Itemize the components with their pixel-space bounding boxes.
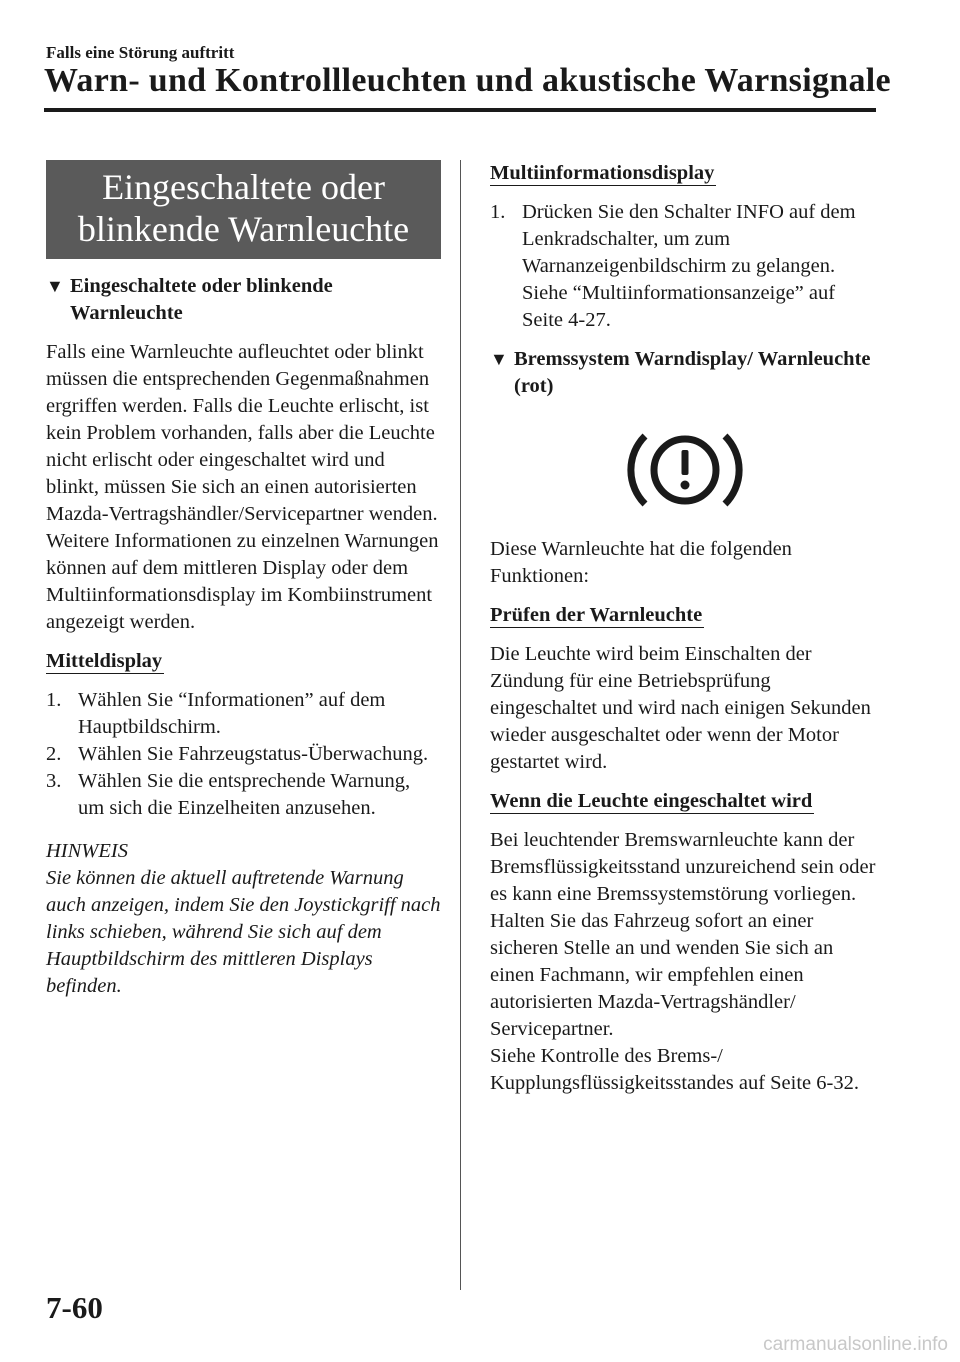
list-item <box>46 768 441 822</box>
light-on-reference: Siehe Kontrolle des Brems-/ Kupplungsflüssigkeitsstandes auf Seite 6-32. <box>490 1045 859 1094</box>
note-label: HINWEIS <box>46 840 128 862</box>
section-kicker: Falls eine Störung auftritt <box>46 43 235 62</box>
triangle-bullet-icon: ▼ <box>46 276 64 296</box>
brake-warning-icon <box>625 422 745 518</box>
watermark: carmanualsonline.info <box>763 1334 948 1355</box>
note-block <box>46 838 441 1000</box>
step-number: 1. <box>490 201 506 223</box>
list-item <box>490 199 880 334</box>
topic-title-line2: blinkende Warnleuchte <box>77 209 410 249</box>
subheading-warning-light <box>46 273 441 327</box>
more-info-paragraph: Weitere Informationen zu einzelnen Warnungen können auf dem mittleren Display oder dem Multiinformationsdisplay im Kombiinstrument angezeigt werden. <box>46 530 439 633</box>
light-on-text: Bei leuchtender Bremswarnleuchte kann der Bremsflüssigkeitsstand unzureichend sein oder es kann eine Bremssystemstörung vorliegen. Halten Sie das Fahrzeug sofort an einer sicheren Stelle an und wenden Sie sich an einen Fachmann, wir empfehlen einen autorisierten Mazda-Vertragshändler/ Servicepartner. <box>490 829 876 1040</box>
right-column <box>490 160 880 1097</box>
subheading-brake-system <box>490 346 880 400</box>
step-text: Wählen Sie “Informationen” auf dem Hauptbildschirm. <box>78 689 386 738</box>
heading-rule <box>44 108 876 112</box>
center-display-heading: Mitteldisplay <box>46 650 163 672</box>
step-text: Wählen Sie die entsprechende Warnung, um sich die Einzelheiten anzusehen. <box>78 770 411 819</box>
center-display-steps <box>46 687 441 822</box>
functions-intro: Diese Warnleuchte hat die folgenden Funktionen: <box>490 538 792 587</box>
list-item <box>46 741 441 768</box>
note-text: Sie können die aktuell auftretende Warnung auch anzeigen, indem Sie den Joystickgriff nach links schieben, während Sie sich auf dem Hauptbildschirm des mittleren Displays befinden. <box>46 867 441 997</box>
page-title: Warn- und Kontrollleuchten und akustische Warnsignale <box>44 62 891 99</box>
topic-title-line1: Eingeschaltete oder <box>102 167 385 207</box>
step-text: Drücken Sie den Schalter INFO auf dem Lenkradschalter, um zum Warnanzeigenbildschirm zu gelangen. Siehe “Multiinformationsanzeige” auf Seite 4-27. <box>522 201 856 331</box>
step-number: 2. <box>46 743 62 765</box>
check-light-text: Die Leuchte wird beim Einschalten der Zündung für eine Betriebsprüfung eingeschaltet und wird nach einigen Sekunden wieder ausgeschaltet oder wenn der Motor gestartet wird. <box>490 643 871 773</box>
brake-warning-icon-wrap <box>490 422 880 518</box>
page-number: 7-60 <box>46 1290 103 1325</box>
light-on-heading: Wenn die Leuchte eingeschaltet wird <box>490 790 813 812</box>
subheading-text: Eingeschaltete oder blinkende Warnleuchte <box>70 275 333 324</box>
left-column <box>46 160 441 1000</box>
column-divider <box>460 160 461 1290</box>
step-number: 3. <box>46 770 62 792</box>
multi-display-heading: Multiinformationsdisplay <box>490 162 715 184</box>
check-light-heading: Prüfen der Warnleuchte <box>490 604 703 626</box>
topic-title-box <box>46 160 441 259</box>
step-text: Wählen Sie Fahrzeugstatus-Überwachung. <box>78 743 429 765</box>
triangle-bullet-icon: ▼ <box>490 349 508 369</box>
subheading-text: Bremssystem Warndisplay/ Warnleuchte (rot) <box>514 348 871 397</box>
step-number: 1. <box>46 689 62 711</box>
intro-paragraph: Falls eine Warnleuchte aufleuchtet oder blinkt müssen die entsprechenden Gegenmaßnahmen ergriffen werden. Falls die Leuchte erlischt, ist kein Problem vorhanden, falls aber die Leuchte nicht erlischt oder eingeschaltet wird und blinkt, müssen Sie sich an einen autorisierten Mazda-Vertragshändler/Servicepartner wenden. <box>46 341 438 525</box>
list-item <box>46 687 441 741</box>
